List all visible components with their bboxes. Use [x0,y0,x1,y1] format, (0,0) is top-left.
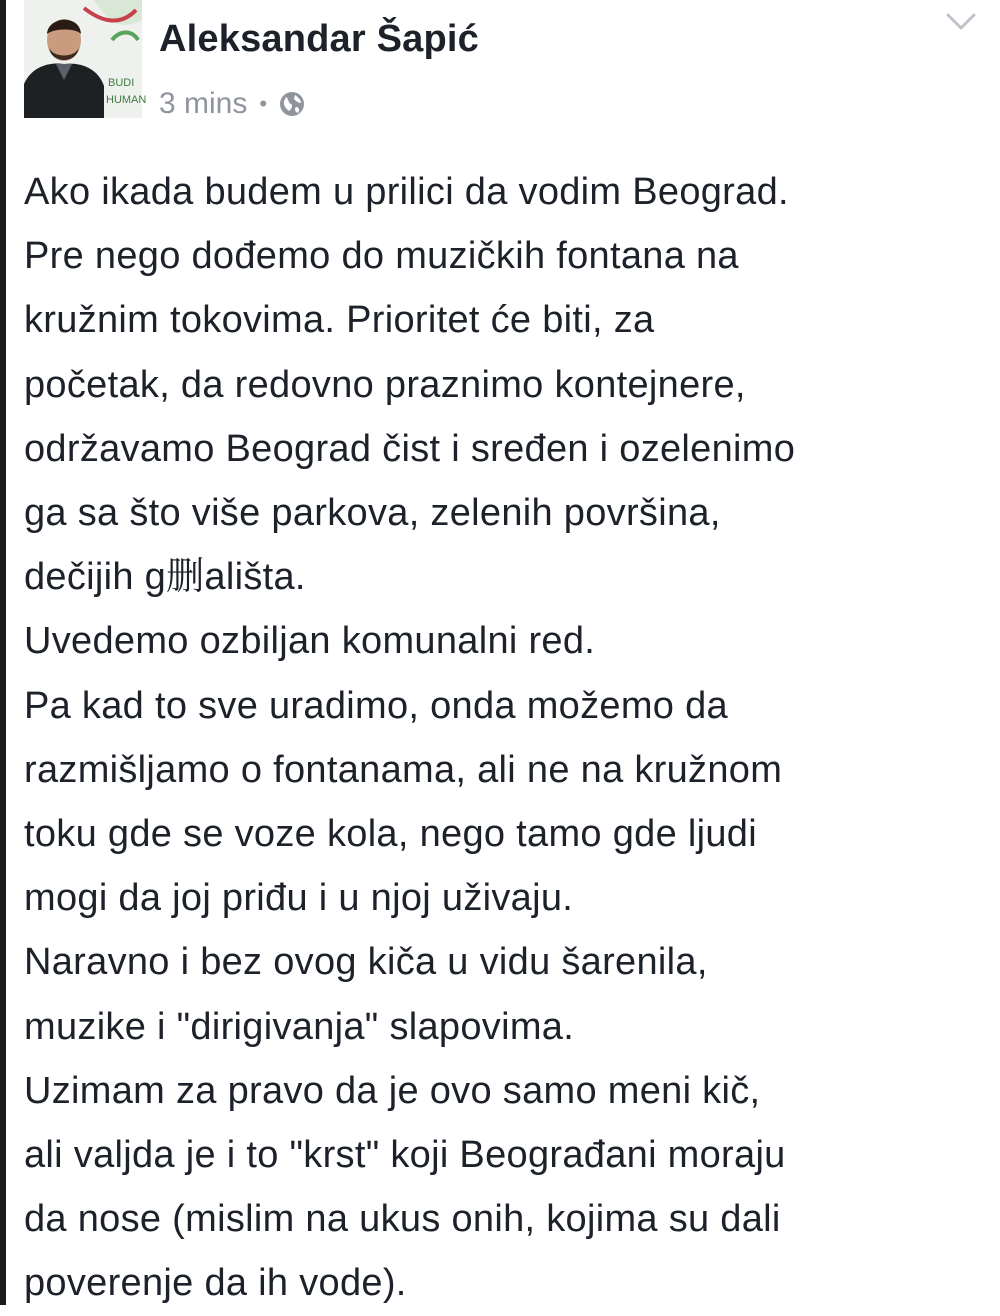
post-line: Ako ikada budem u prilici da vodim Beograd. [24,171,789,213]
author-name[interactable]: Aleksandar Šapić [159,18,480,60]
post-line: početak, da redovno praznimo kontejnere, [24,363,746,406]
post-line: poverenje da ih vode). [24,1262,407,1305]
post-line: muzike i "dirigivanja" slapovima. [24,1005,575,1048]
post-timestamp[interactable]: 3 mins [159,87,248,120]
post-line: razmišljamo o fontanama, ali ne na kružnom [24,748,783,791]
post-text [24,160,994,1316]
avatar-text-2: HUMAN [106,94,147,106]
chevron-down-icon[interactable] [944,10,978,34]
post-line: Pa kad to sve uradimo, onda možemo da [24,684,728,727]
post-line: kružnim tokovima. Prioritet će biti, za [24,299,655,342]
facebook-post [6,0,1000,1305]
avatar-text-1: BUDI [108,77,135,89]
post-line: ga sa što više parkova, zelenih površina, [24,492,721,535]
post-line: toku gde se voze kola, nego tamo gde ljudi [24,813,757,856]
post-line: održavamo Beograd čist i sređen i ozelenimo [24,427,796,470]
post-line: mogi da joj priđu i u njoj uživaju. [24,877,574,920]
globe-icon[interactable] [277,89,307,119]
post-line: Pre nego dođemo do muzičkih fontana na [24,235,739,278]
post-meta [159,84,307,124]
post-line: Uzimam za pravo da je ovo samo meni kič, [24,1069,761,1112]
post-line: ali valjda je i to "krst" koji Beograđani moraju [24,1134,786,1177]
post-line: Uvedemo ozbiljan komunalni red. [24,620,596,663]
post-line: Naravno i bez ovog kiča u vidu šarenila, [24,941,708,984]
meta-separator: • [259,91,268,116]
post-line: dečijih g删ališta. [24,556,306,599]
avatar-photo [24,0,147,118]
post-line: da nose (mislim na ukus onih, kojima su dali [24,1198,781,1241]
avatar[interactable] [24,0,147,118]
